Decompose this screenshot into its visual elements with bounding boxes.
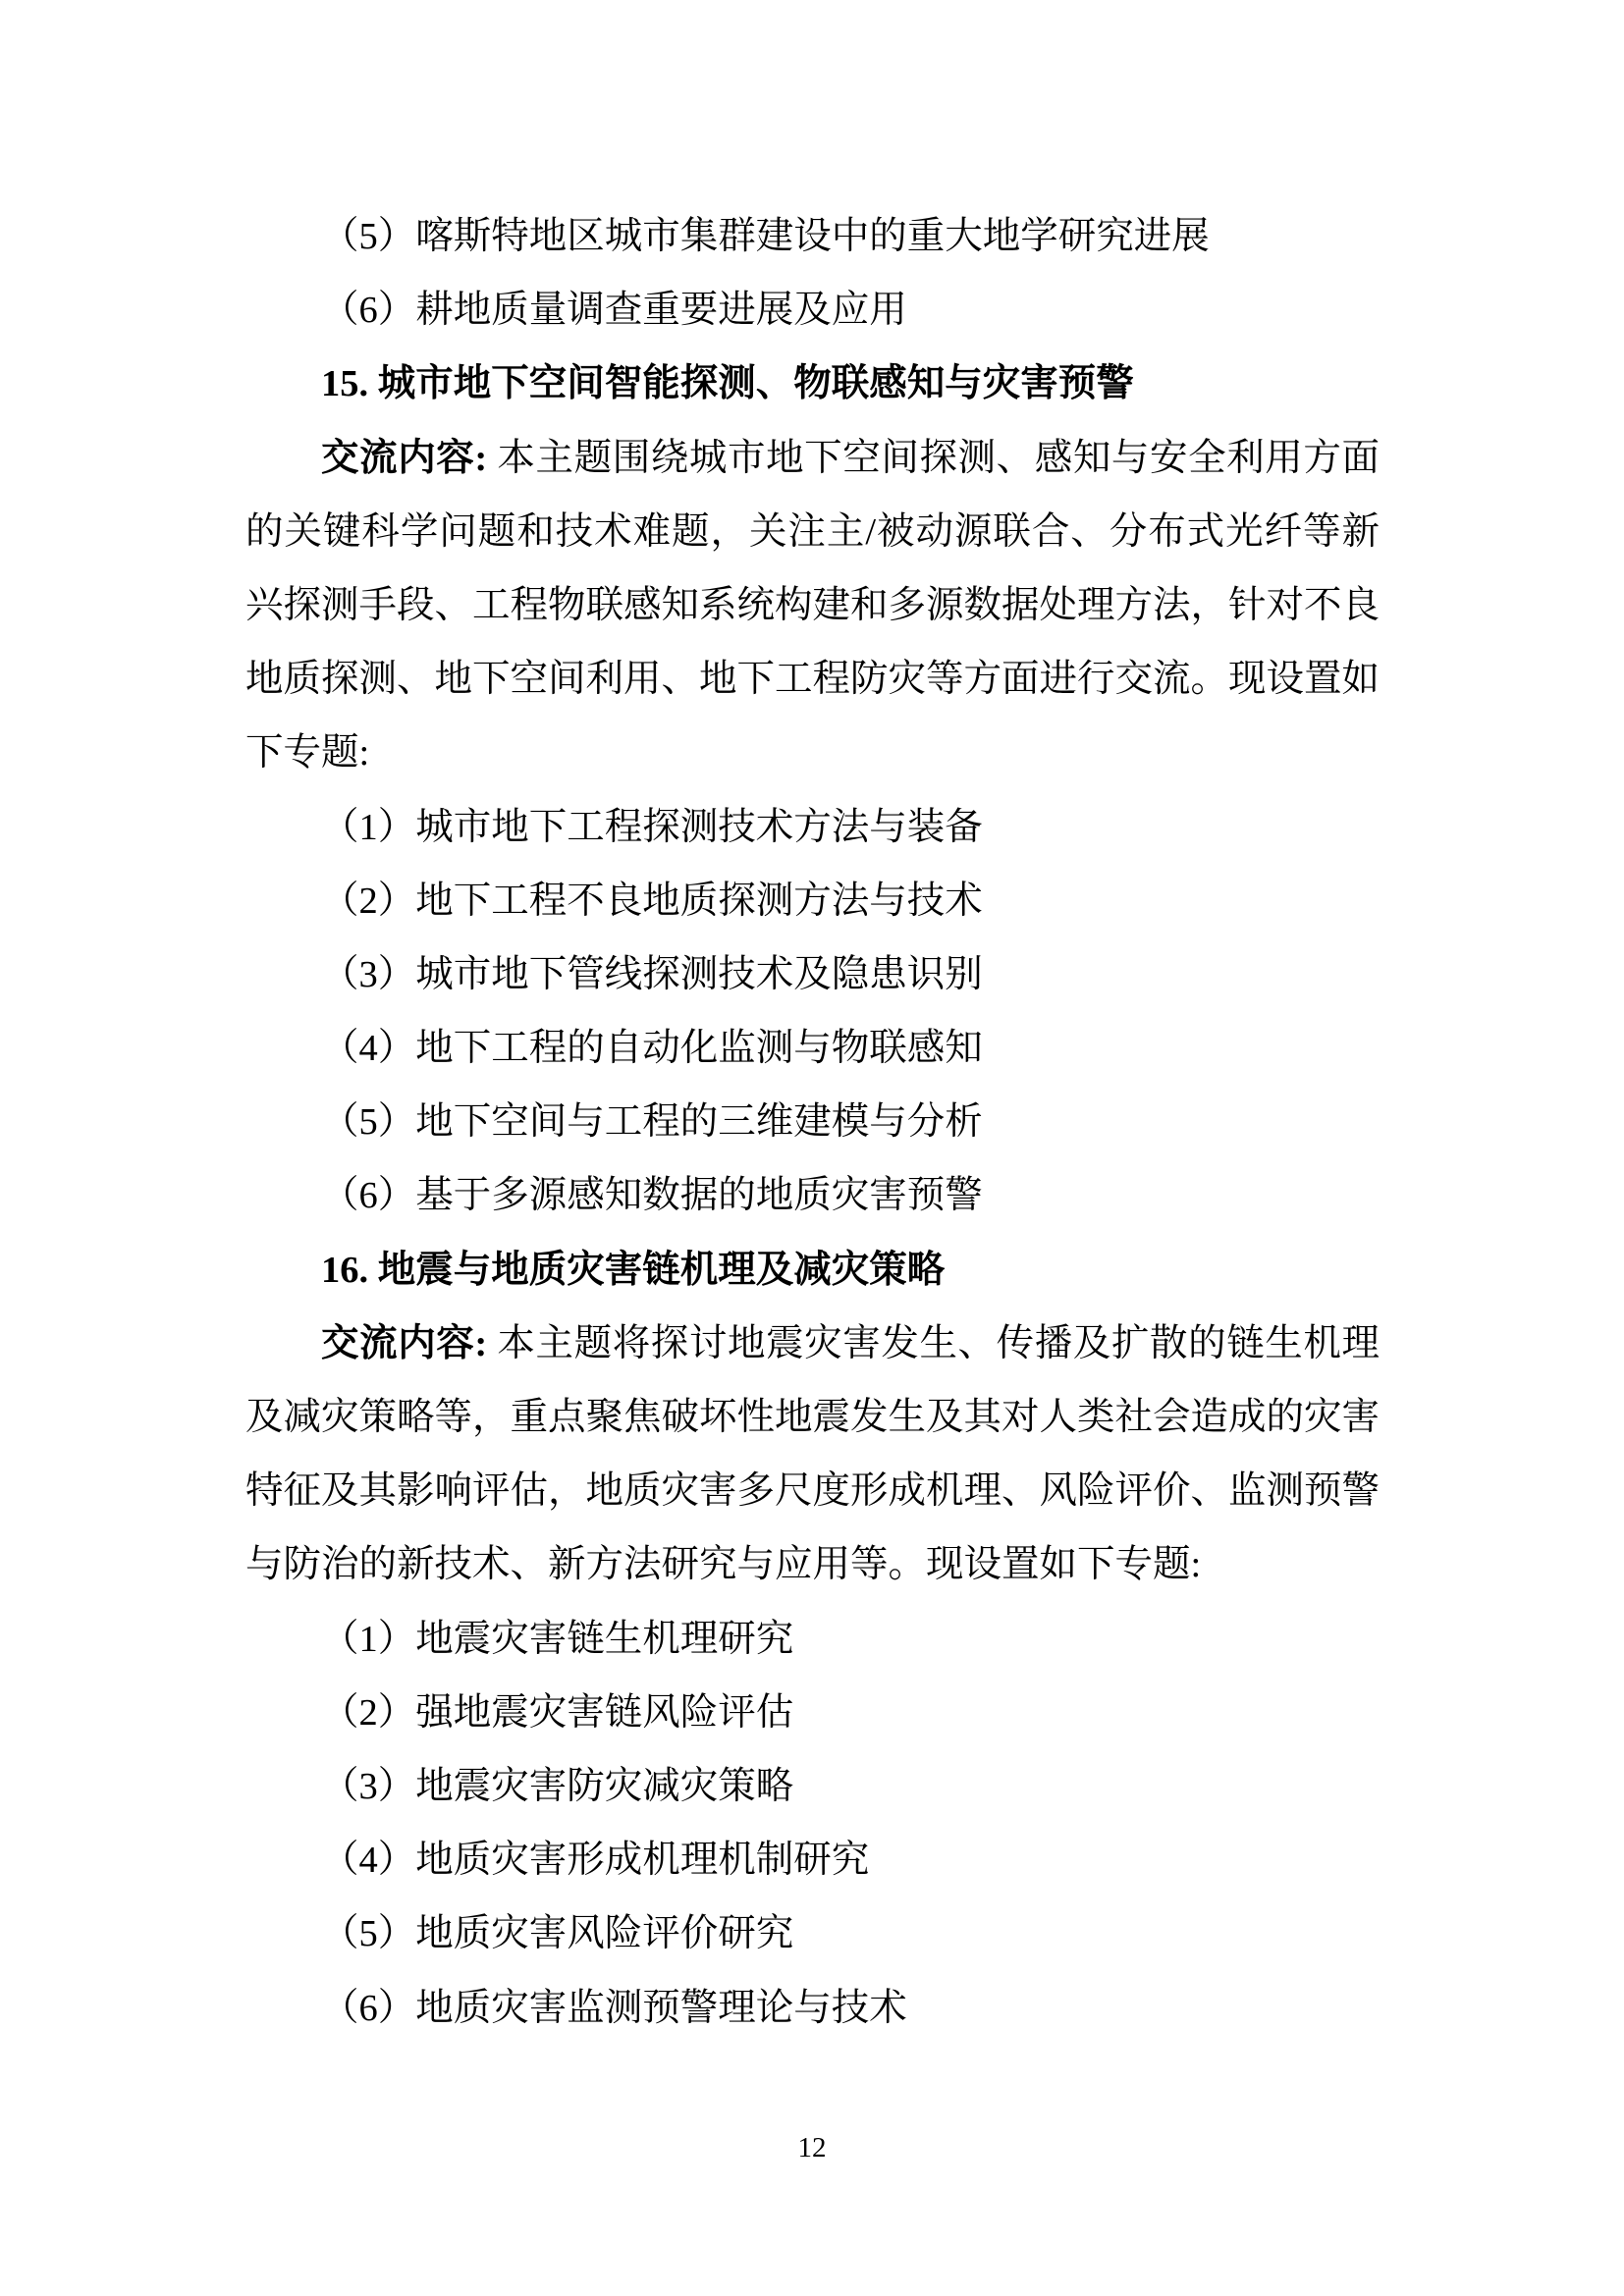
list-item-topic16-5: （5）地质灾害风险评价研究 (321, 1913, 794, 1955)
paragraph-line: 及减灾策略等，重点聚焦破坏性地震发生及其对人类社会造成的灾害 (245, 1397, 1380, 1438)
list-item-topic16-4: （4）地质灾害形成机理机制研究 (321, 1840, 870, 1882)
section-heading-topic-15: 15. 城市地下空间智能探测、物联感知与灾害预警 (321, 363, 1134, 405)
list-item-topic16-1: （1）地震灾害链生机理研究 (321, 1618, 794, 1660)
paragraph-line: 兴探测手段、工程物联感知系统构建和多源数据处理方法，针对不良 (245, 584, 1380, 626)
list-item-topic15-4: （4）地下工程的自动化监测与物联感知 (321, 1028, 983, 1070)
list-item-topic16-2: （2）强地震灾害链风险评估 (321, 1691, 794, 1734)
list-item-topic16-6: （6）地质灾害监测预警理论与技术 (321, 1987, 907, 2029)
paragraph-line: 交流内容: 本主题将探讨地震灾害发生、传播及扩散的链生机理 (321, 1322, 1380, 1364)
paragraph-line: 的关键科学问题和技术难题，关注主/被动源联合、分布式光纤等新 (245, 510, 1380, 553)
list-item-topic15-5: （5）地下空间与工程的三维建模与分析 (321, 1101, 983, 1144)
list-item-topic16-3: （3）地震灾害防灾减灾策略 (321, 1765, 794, 1807)
paragraph-label: 交流内容: (321, 437, 488, 479)
list-item-topic15-6: （6）基于多源感知数据的地质灾害预警 (321, 1175, 983, 1217)
list-item-topic15-1: （1）城市地下工程探测技术方法与装备 (321, 806, 983, 848)
paragraph-line: 下专题: (245, 732, 370, 774)
list-item-karst-progress: （5）喀斯特地区城市集群建设中的重大地学研究进展 (321, 216, 1210, 257)
paragraph-line: 与防治的新技术、新方法研究与应用等。现设置如下专题: (245, 1544, 1202, 1586)
paragraph-line: 交流内容: 本主题围绕城市地下空间探测、感知与安全利用方面 (321, 437, 1380, 479)
page-number: 12 (797, 2132, 827, 2163)
paragraph-line: 特征及其影响评估，地质灾害多尺度形成机理、风险评价、监测预警 (245, 1470, 1380, 1513)
list-item-topic15-3: （3）城市地下管线探测技术及隐患识别 (321, 953, 983, 995)
paragraph-line: 地质探测、地下空间利用、地下工程防灾等方面进行交流。现设置如 (245, 659, 1380, 701)
list-item-farmland-survey: （6）耕地质量调查重要进展及应用 (321, 290, 907, 332)
list-item-topic15-2: （2）地下工程不良地质探测方法与技术 (321, 880, 983, 922)
paragraph-label: 交流内容: (321, 1322, 488, 1364)
document-body (245, 200, 1380, 2046)
section-heading-topic-16: 16. 地震与地质灾害链机理及减灾策略 (321, 1249, 946, 1291)
